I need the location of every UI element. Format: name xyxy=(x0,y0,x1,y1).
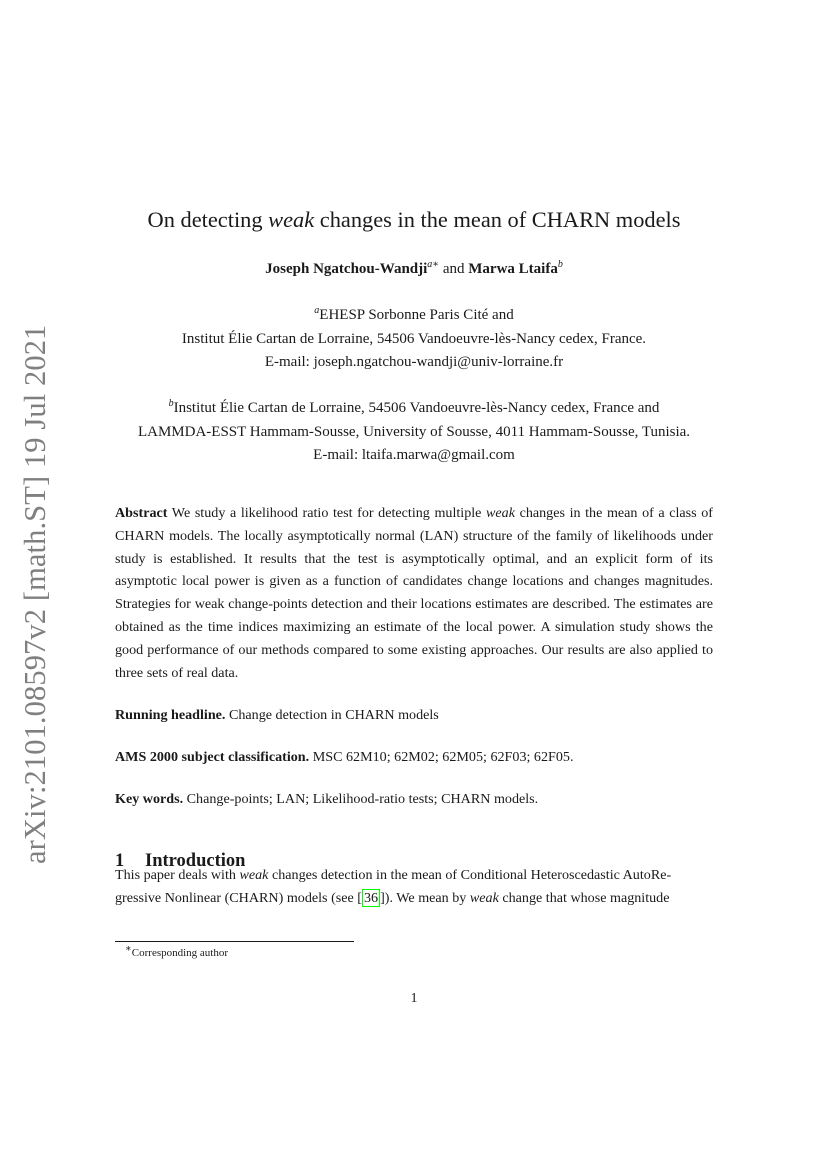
abstract-emphasis: weak xyxy=(486,505,515,521)
running-headline-text: Change detection in CHARN models xyxy=(225,707,439,723)
affiliation-b-line-2: LAMMDA-ESST Hammam-Sousse, University of Sousse, 4011 Hammam-Sousse, Tunisia. xyxy=(137,423,691,440)
author-1-marker: a∗ xyxy=(427,259,440,270)
title-emphasis: weak xyxy=(268,207,315,232)
author-2-marker: b xyxy=(557,259,563,270)
intro-line-1-text: This paper deals with weak changes detection in the mean of Conditional Heteroscedastic AutoRe- xyxy=(115,867,672,883)
ams-classification xyxy=(115,747,713,767)
author-list xyxy=(0,258,828,280)
ams-classification-text: MSC 62M10; 62M02; 62M05; 62F03; 62F05. xyxy=(309,749,574,765)
affiliation-b-email: E-mail: ltaifa.marwa@gmail.com xyxy=(313,447,515,463)
footnote-marker: ∗ xyxy=(125,943,132,955)
running-headline-label: Running headline. xyxy=(115,707,226,723)
running-headline xyxy=(115,705,713,725)
abstract-text-1: We study a likelihood ratio test for detecting multiple xyxy=(167,505,487,521)
affiliation-a-line-1: $^a$EHESP Sorbonne Paris Cité and xyxy=(314,305,514,323)
keywords xyxy=(115,789,713,809)
author-conjunction: and xyxy=(439,261,469,277)
intro-line-2-text: gressive Nonlinear (CHARN) models (see [ 36 ]). We mean by weak change that whose magnitude xyxy=(115,890,670,906)
affiliation-a-marker: a xyxy=(314,305,320,316)
title-part-2: changes in the mean of CHARN models xyxy=(314,207,681,232)
affiliation-a-line-2: Institut Élie Cartan de Lorraine, 54506 Vandoeuvre-lès-Nancy cedex, France. xyxy=(181,330,647,347)
affiliation-b-marker: b xyxy=(168,398,174,409)
affiliation-a xyxy=(0,304,828,375)
paper-title xyxy=(0,204,828,236)
section-number: 1 xyxy=(115,851,125,871)
footnote-text: Corresponding author xyxy=(131,947,229,959)
author-1-name: Joseph Ngatchou-Wandji xyxy=(265,261,428,277)
affiliation-b-line-1: $^b$Institut Élie Cartan de Lorraine, 54506 Vandoeuvre-lès-Nancy cedex, France and xyxy=(168,398,660,416)
affiliation-a-email: E-mail: joseph.ngatchou-wandji@univ-lorraine.fr xyxy=(264,354,564,370)
footnote-rule xyxy=(115,941,354,942)
footnote xyxy=(125,943,229,960)
citation-link-36[interactable]: 36 xyxy=(363,890,379,906)
intro-emphasis-1: weak xyxy=(239,867,269,883)
author-2-name: Marwa Ltaifa xyxy=(468,261,558,277)
arxiv-identifier-stamp: arXiv:2101.08597v2 [math.ST] 19 Jul 2021 xyxy=(18,324,52,864)
section-title: Introduction xyxy=(145,851,246,871)
title-part-1: On detecting xyxy=(147,207,269,232)
page-number: 1 xyxy=(410,990,418,1006)
abstract-label: Abstract xyxy=(115,505,168,521)
keywords-label: Key words. xyxy=(115,791,184,807)
intro-emphasis-2: weak xyxy=(469,890,499,906)
abstract-text-2: changes in the mean of a class of CHARN models. The locally asymptotically normal (LAN) structure of the family of likelihoods under study is established. It results that the test is asymptotically optimal, and an explicit form of its asymptotic local power is given as a function of candidates change locations and changes magnitudes. Strategies for weak change-points detection and their locations estimates are described. The estimates are obtained as the time indices maximizing an estimate of the local power. A simulation study shows the good performance of our methods compared to some existing approaches. Our results are also applied to three sets of real data. xyxy=(115,505,713,681)
abstract xyxy=(115,502,713,684)
ams-classification-label: AMS 2000 subject classification. xyxy=(115,749,310,765)
keywords-text: Change-points; LAN; Likelihood-ratio tests; CHARN models. xyxy=(183,791,539,807)
affiliation-b xyxy=(0,397,828,468)
